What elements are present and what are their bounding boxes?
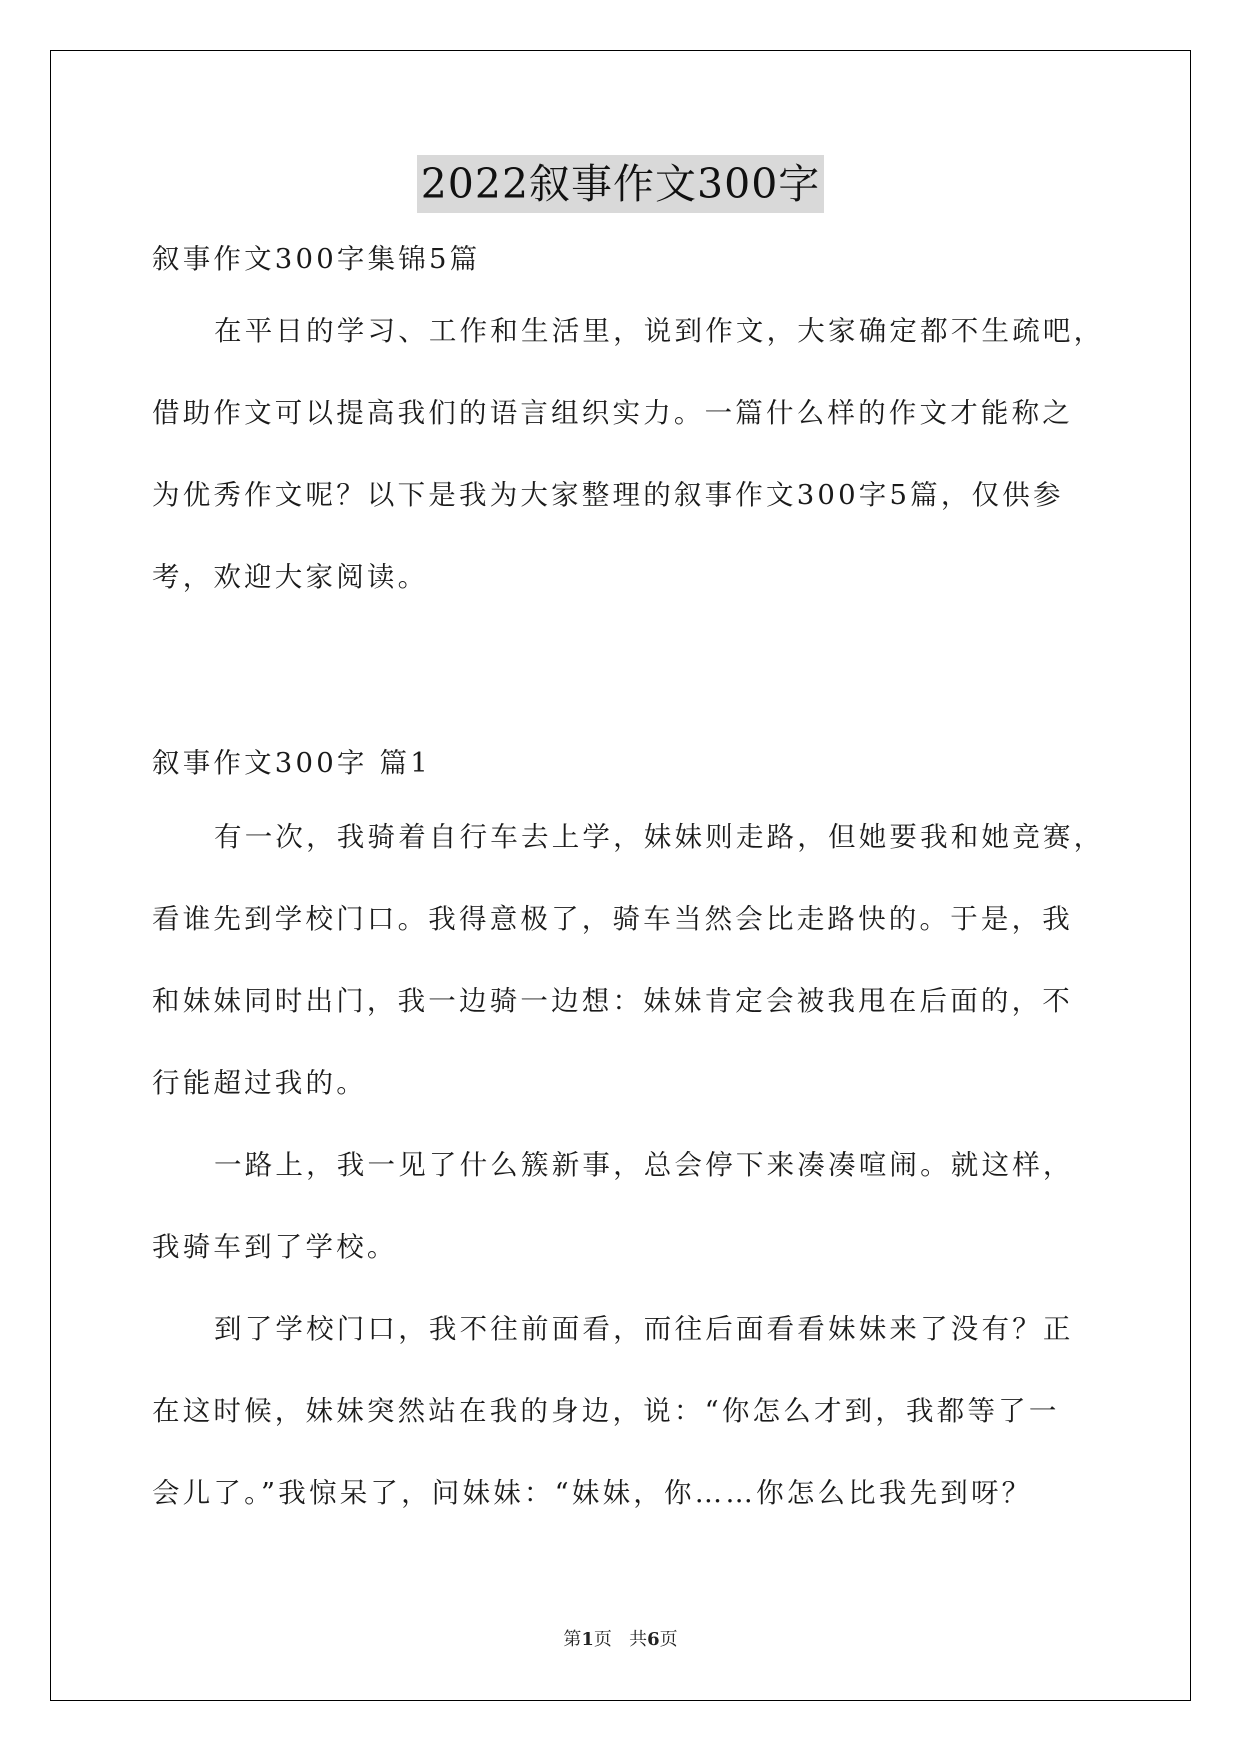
paragraph-line: 有一次，我骑着自行车去上学，妹妹则走路，但她要我和她竞赛， [214, 821, 1105, 853]
paragraph-line: 行能超过我的。 [152, 1067, 367, 1099]
paragraph-3 [152, 1288, 1092, 1534]
intro-paragraph [152, 290, 1105, 618]
footer-prefix: 第 [563, 1629, 582, 1650]
title-container [0, 155, 1241, 213]
total-pages-number: 6 [647, 1629, 660, 1650]
paragraph-line: 看谁先到学校门口。我得意极了，骑车当然会比走路快的。于是，我 [152, 903, 1073, 935]
intro-line: 在平日的学习、工作和生活里，说到作文，大家确定都不生疏吧， [214, 315, 1105, 347]
paragraph-line: 会儿了。”我惊呆了，问妹妹：“妹妹，你……你怎么比我先到呀？ [152, 1477, 1033, 1509]
paragraph-line: 一路上，我一见了什么簇新事，总会停下来凑凑喧闹。就这样， [214, 1149, 1074, 1181]
page-footer [0, 1625, 1241, 1651]
footer-suffix: 页 [659, 1629, 678, 1650]
section-heading: 叙事作文300字 篇1 [152, 747, 431, 779]
intro-line: 考，欢迎大家阅读。 [152, 561, 429, 593]
paragraph-line: 到了学校门口，我不往前面看，而往后面看看妹妹来了没有？正 [214, 1313, 1074, 1345]
subtitle-block [152, 218, 1092, 300]
section-heading-block [152, 722, 1092, 804]
footer-middle: 页 共 [593, 1629, 648, 1650]
paragraph-line: 和妹妹同时出门，我一边骑一边想：妹妹肯定会被我甩在后面的，不 [152, 985, 1073, 1017]
intro-line: 借助作文可以提高我们的语言组织实力。一篇什么样的作文才能称之 [152, 397, 1073, 429]
paragraph-1 [152, 796, 1105, 1124]
subtitle: 叙事作文300字集锦5篇 [152, 243, 481, 275]
intro-line: 为优秀作文呢？以下是我为大家整理的叙事作文300字5篇，仅供参 [152, 479, 1064, 511]
paragraph-line: 在这时候，妹妹突然站在我的身边，说：“你怎么才到，我都等了一 [152, 1395, 1060, 1427]
document-title: 2022叙事作文300字 [417, 155, 825, 213]
paragraph-line: 我骑车到了学校。 [152, 1231, 398, 1263]
paragraph-2 [152, 1124, 1092, 1288]
current-page-number: 1 [581, 1629, 594, 1650]
